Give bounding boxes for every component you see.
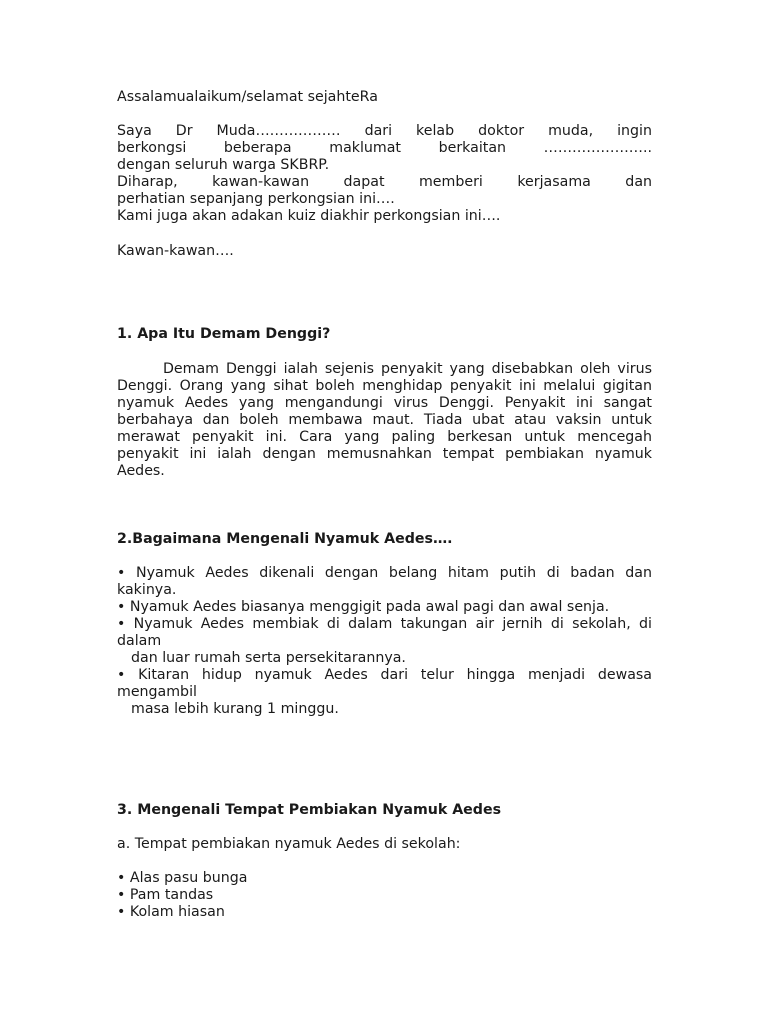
intro-line-3: dengan seluruh warga SKBRP.: [117, 157, 330, 173]
section-1-heading: 1. Apa Itu Demam Denggi?: [117, 326, 331, 342]
list-item: • Pam tandas: [117, 887, 214, 903]
section-3-subheading-text: a. Tempat pembiakan nyamuk Aedes di sekolah:: [117, 836, 461, 852]
section-2-heading: 2.Bagaimana Mengenali Nyamuk Aedes….: [117, 531, 453, 547]
list-item: • Alas pasu bunga: [117, 870, 248, 886]
list-item: • Kitaran hidup nyamuk Aedes dari telur hingga menjadi dewasa mengambil: [117, 667, 652, 700]
section-2-list: [117, 565, 652, 718]
section-1-body: [117, 361, 652, 480]
intro-line-4: Diharap, kawan-kawan dapat memberi kerjasama dan: [117, 174, 652, 190]
intro-line-6: Kami juga akan adakan kuiz diakhir perkongsian ini….: [117, 208, 501, 224]
list-item-continuation: masa lebih kurang 1 minggu.: [131, 701, 339, 717]
greeting: [117, 89, 652, 106]
intro-closing: [117, 243, 652, 260]
section-1-paragraph: Demam Denggi ialah sejenis penyakit yang disebabkan oleh virus Denggi. Orang yang sihat boleh menghidap penyakit ini melalui gigitan nyamuk Aedes yang mengandungi virus Denggi. Penyakit ini sangat berbahaya dan boleh membawa maut. Tiada ubat atau vaksin untuk merawat penyakit ini. Cara yang paling berkesan untuk mencegah penyakit ini ialah dengan memusnahkan tempat pembiakan nyamuk Aedes.: [117, 361, 652, 479]
section-1: [117, 326, 652, 343]
section-3-list: [117, 870, 652, 921]
section-2: [117, 531, 652, 548]
section-3: [117, 802, 652, 819]
intro-line-1: Saya Dr Muda……………… dari kelab doktor muda, ingin: [117, 123, 652, 139]
greeting-text: Assalamualaikum/selamat sejahteRa: [117, 89, 378, 105]
intro-line-2: berkongsi beberapa maklumat berkaitan …………………..: [117, 140, 652, 156]
list-item: • Nyamuk Aedes biasanya menggigit pada awal pagi dan awal senja.: [117, 599, 610, 615]
closing-text: Kawan-kawan….: [117, 243, 234, 259]
intro-paragraph-1: [117, 123, 652, 225]
list-item: • Kolam hiasan: [117, 904, 225, 920]
list-item-continuation: dan luar rumah serta persekitarannya.: [131, 650, 406, 666]
section-3-heading: 3. Mengenali Tempat Pembiakan Nyamuk Aedes: [117, 802, 502, 818]
list-item: • Nyamuk Aedes dikenali dengan belang hitam putih di badan dan kakinya.: [117, 565, 652, 598]
list-item: • Nyamuk Aedes membiak di dalam takungan air jernih di sekolah, di dalam: [117, 616, 652, 649]
section-3-subheading: [117, 836, 652, 853]
intro-line-5: perhatian sepanjang perkongsian ini….: [117, 191, 395, 207]
